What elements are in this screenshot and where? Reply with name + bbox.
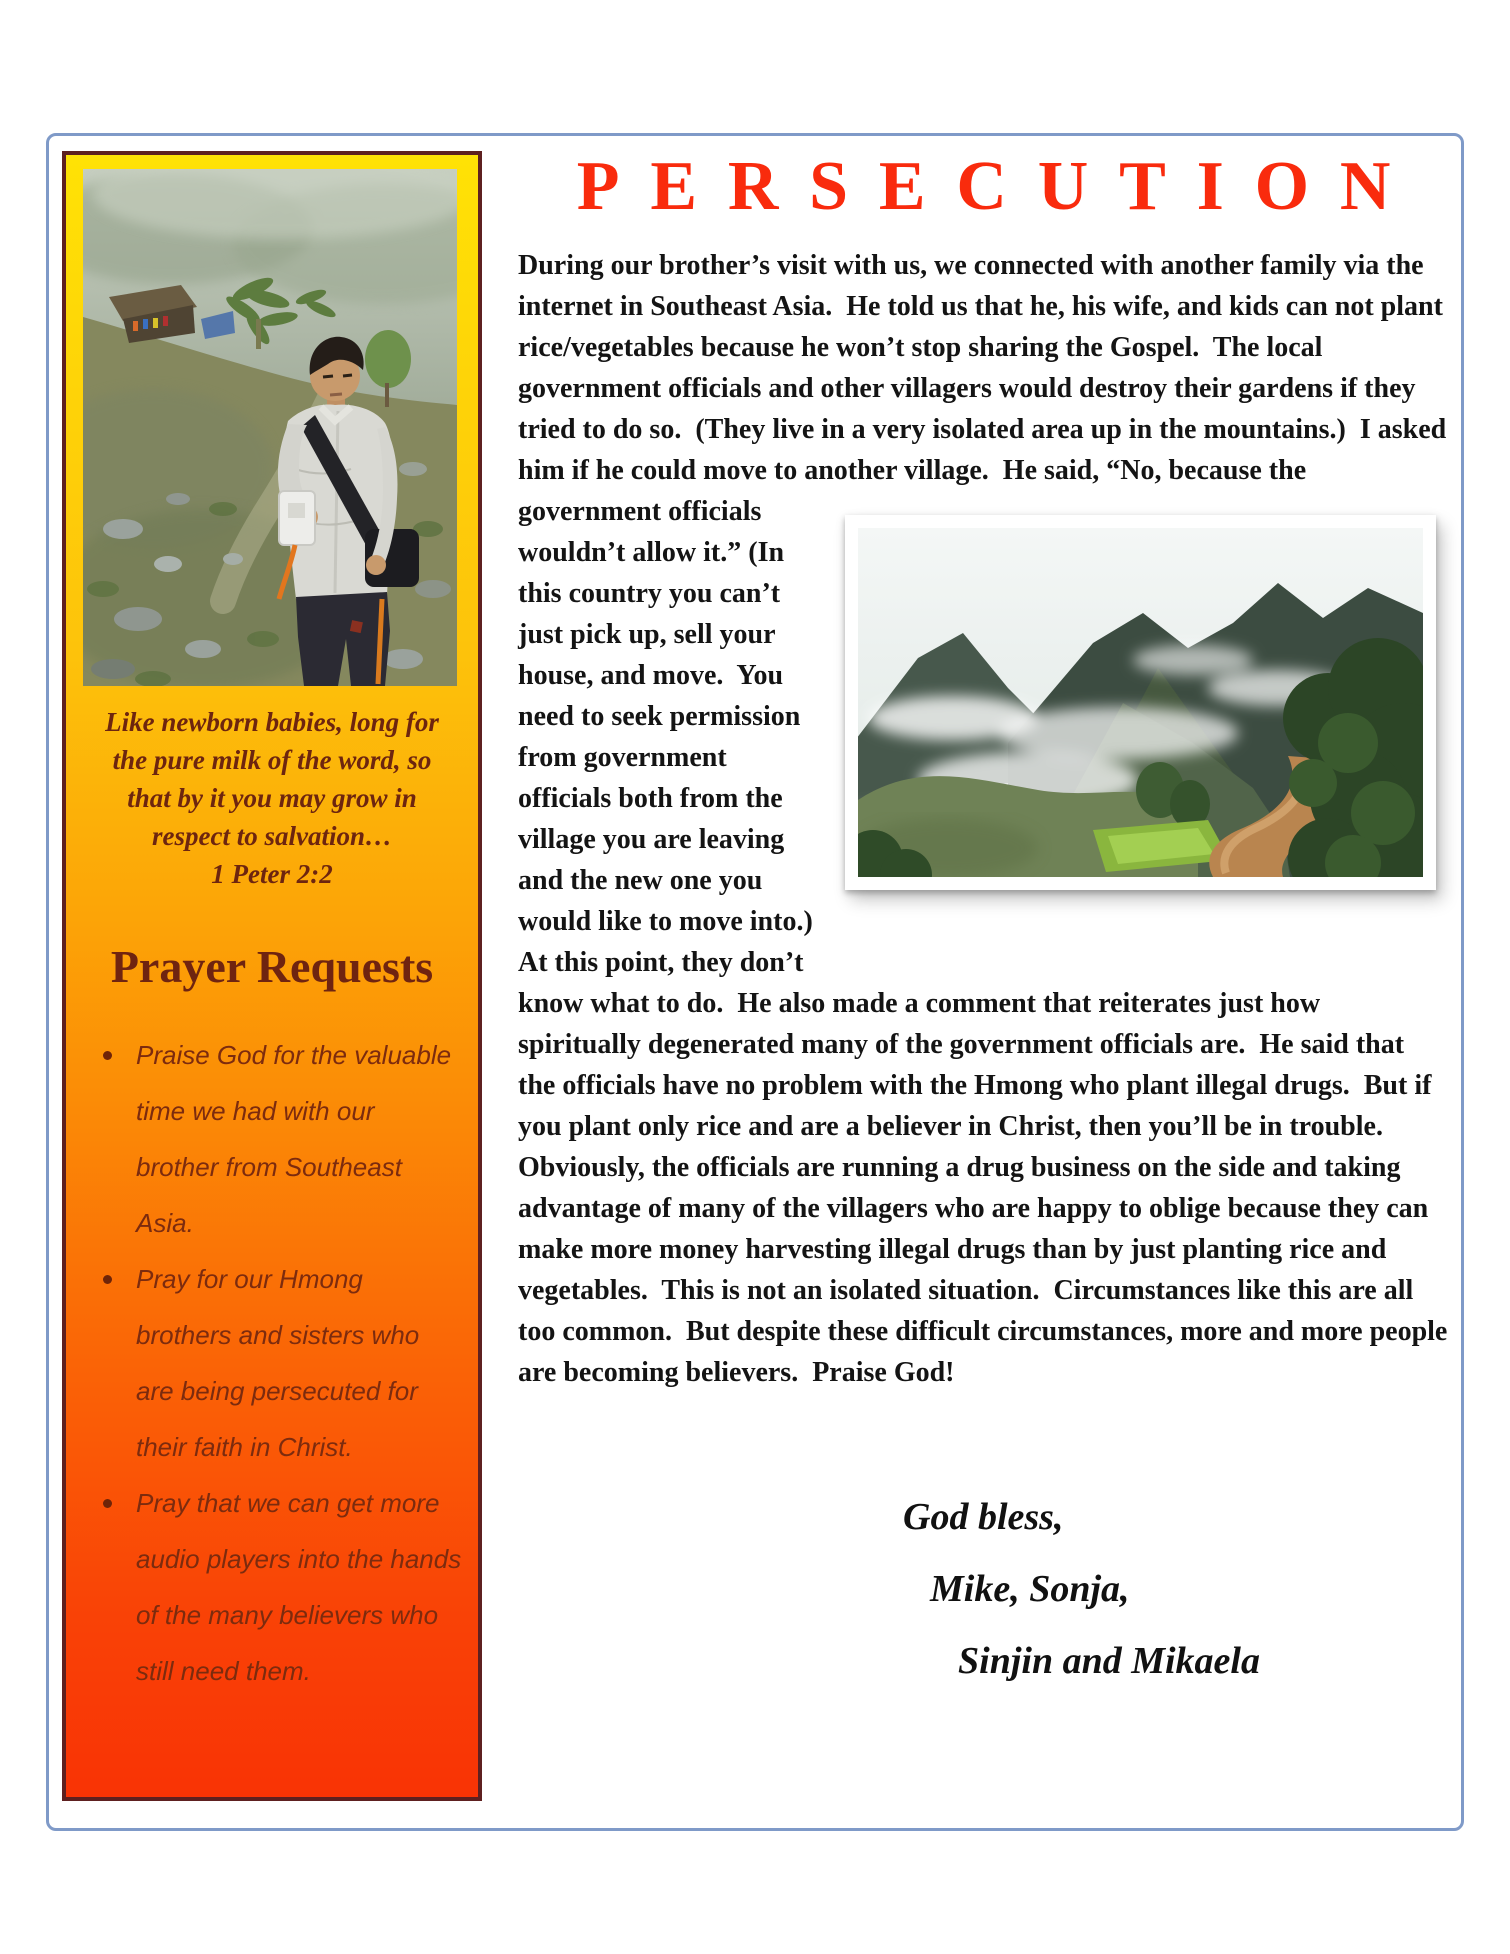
- landscape-photo-float: [823, 491, 1448, 944]
- signature-line: Sinjin and Mikaela: [958, 1640, 1260, 1682]
- mountain-photo-frame: [845, 515, 1436, 890]
- verse-text: Like newborn babies, long for the pure milk of the word, so that by it you may grow in respect to salvation…: [105, 707, 439, 851]
- portrait-photo: [83, 169, 457, 686]
- prayer-request-item: Praise God for the valuable time we had with our brother from Southeast Asia.: [136, 1027, 468, 1251]
- signature-block: [518, 1481, 1448, 1697]
- prayer-requests-list: [66, 1027, 478, 1699]
- hillside-man-photo: [83, 169, 457, 686]
- bible-verse: [66, 703, 478, 893]
- prayer-request-item: Pray that we can get more audio players into the hands of the many believers who still need them.: [136, 1475, 468, 1699]
- prayer-requests-heading: Prayer Requests: [110, 941, 434, 992]
- page-title: PERSECUTION: [576, 148, 1422, 225]
- prayer-request-item: Pray for our Hmong brothers and sisters who are being persecuted for their faith in Christ.: [136, 1251, 468, 1475]
- article-paragraph-after-photo: government officials wouldn’t allow it.” (In this country you can’t just pick up, sell your house, and move. You need to seek permission from government officials both from the village you are leaving and the new one you would like to move into.) At this point, they don’t know what to do. He also made a comment that reiterates just how spiritually degenerated many of the government officials are. He said that the officials have no problem with the Hmong who plant illegal drugs. But if you plant only rice and are a believer in Christ, then you’ll be in trouble. Obviously, the officials are running a drug business on the side and taking advantage of many of the villagers who are happy to oblige because they can make more money harvesting illegal drugs than by just planting rice and vegetables. This is not an isolated situation. Circumstances like this are all too common. But despite these difficult circumstances, more and more people are becoming believers. Praise God!: [518, 496, 1455, 1388]
- sidebar: [62, 151, 482, 1801]
- signature-line: God bless,: [903, 1496, 1064, 1538]
- misty-mountains-photo: [858, 528, 1423, 877]
- article-paragraph-before-photo: During our brother’s visit with us, we connected with another family via the internet in Southeast Asia. He told us that he, his wife, and kids can not plant rice/vegetables because he won’t stop sharing the Gospel. The local government officials and other villagers would destroy their gardens if they tried to do so. (They live in a very isolated area up in the mountains.) I asked him if he could move to another village. He said, “No, because the: [518, 250, 1454, 486]
- article-body: [518, 245, 1455, 1393]
- signature-line: Mike, Sonja,: [930, 1568, 1130, 1610]
- verse-reference: 1 Peter 2:2: [211, 859, 333, 889]
- main-column: [518, 133, 1455, 1697]
